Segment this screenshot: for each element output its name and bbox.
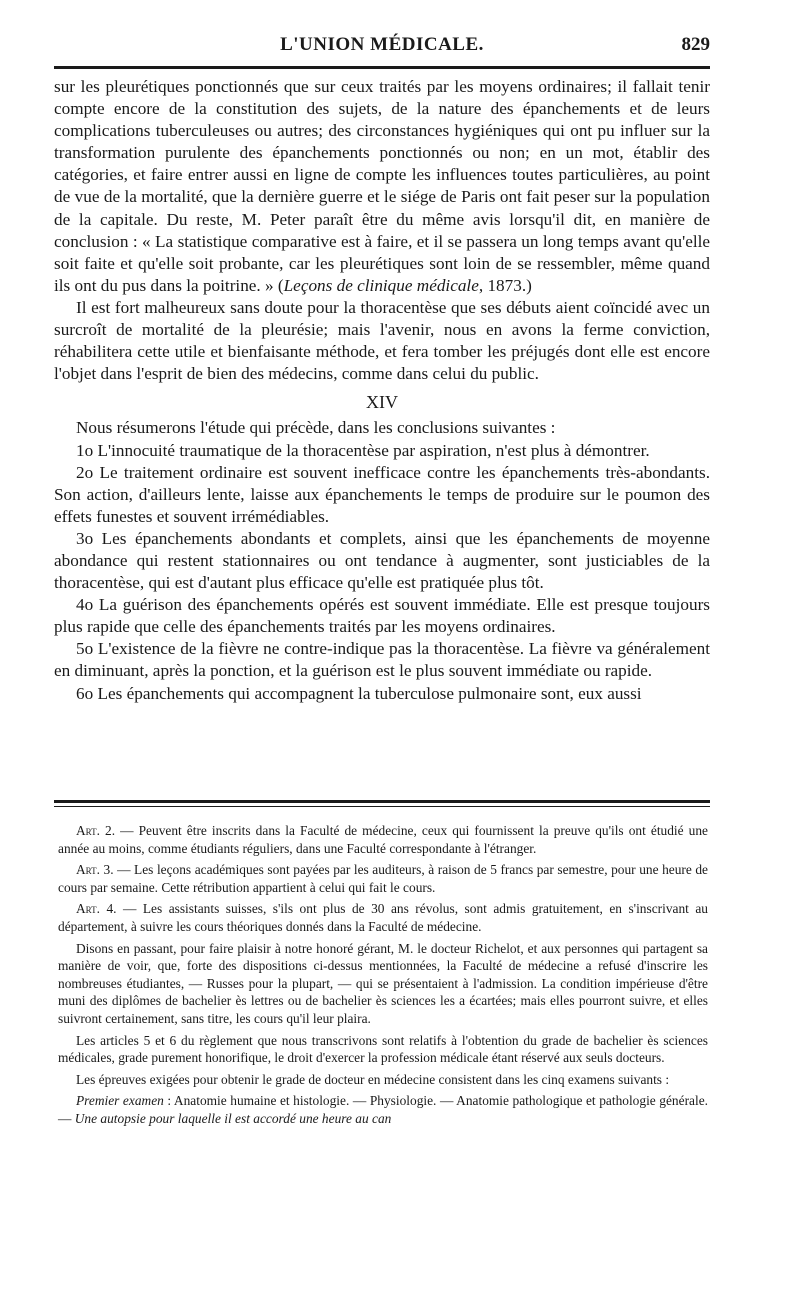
- article-3-text: — Les leçons académiques sont payées par les auditeurs, à raison de 5 francs par semestre, pour une heure de cours par semaine. Cette rétribution appartient à celui qui fait le cours.: [58, 862, 708, 895]
- article-3: [58, 861, 708, 896]
- running-title: L'UNION MÉDICALE.: [280, 34, 484, 55]
- first-exam: [58, 1092, 708, 1127]
- note-paragraph: Les articles 5 et 6 du règlement que nous transcrivons sont relatifs à l'obtention du grade de bachelier ès sciences médicales, grade purement honorifique, le droit d'exercer la profession médicale étant réservé aux seuls docteurs.: [58, 1032, 708, 1066]
- first-exam-text: : Anatomie humaine et histologie. — Physiologie. — Anatomie pathologique et pathologie générale. —: [58, 1093, 708, 1126]
- conclusions-intro: Nous résumerons l'étude qui précède, dans les conclusions suivantes :: [76, 418, 556, 438]
- feuilleton-text: [58, 822, 708, 1132]
- first-exam-tail: Une autopsie pour laquelle il est accordé une heure au can: [74, 1110, 392, 1126]
- first-exam-label: Premier examen: [76, 1093, 164, 1109]
- article-2: [58, 822, 708, 857]
- page-header: [54, 34, 710, 60]
- conclusion-2: 2o Le traitement ordinaire est souvent inefficace contre les épanchements très-abondants. Son action, d'ailleurs lente, laisse aux épanchements le temps de produire sur le poumon des effets funestes et souvent irrémédiables.: [54, 462, 710, 526]
- page-number: 829: [681, 34, 710, 55]
- section-heading: XIV: [366, 392, 398, 413]
- article-4: [58, 900, 708, 935]
- paragraph-2: Il est fort malheureux sans doute pour la thoracentèse que ses débuts aient coïncidé avec un surcroît de mortalité de la pleurésie; mais l'avenir, nous en avons la ferme conviction, réhabilitera cette utile et bienfaisante méthode, et fera tomber les préjugés dont elle est encore l'objet dans l'esprit de bien des médecins, comme dans celui du public.: [54, 297, 710, 384]
- header-rule: [54, 66, 710, 69]
- article-2-text: — Peuvent être inscrits dans la Faculté de médecine, ceux qui fournissent la preuve qu'ils ont étudié une année au moins, comme étudiants réguliers, dans une Faculté correspondante à l'étranger.: [58, 823, 708, 856]
- paragraph-1: [54, 76, 710, 297]
- conclusion-4: 4o La guérison des épanchements opérés est souvent immédiate. Elle est presque toujours plus rapide que celle des épanchements traités par les moyens ordinaires.: [54, 595, 710, 637]
- note-paragraph: Les épreuves exigées pour obtenir le grade de docteur en médecine consistent dans les cinq examens suivants :: [76, 1071, 670, 1087]
- conclusion-6: 6o Les épanchements qui accompagnent la tuberculose pulmonaire sont, eux aussi: [76, 683, 642, 703]
- conclusion-1: 1o L'innocuité traumatique de la thoracentèse par aspiration, n'est plus à démontrer.: [76, 440, 650, 460]
- main-text: [54, 76, 710, 705]
- citation-title: Leçons de clinique médicale: [283, 275, 479, 295]
- feuilleton-rule-thin: [54, 806, 710, 807]
- paragraph-1-text: sur les pleurétiques ponctionnés que sur ceux traités par les moyens ordinaires; il fallait tenir compte encore de la constitution des sujets, de la nature des épanchements et de leurs complications tuberculeuses ou autres; des circonstances hygiéniques qui ont pu influer sur la transformation purulente des épanchements ponctionnés ou non; en un mot, établir des catégories, et faire entrer aussi en ligne de compte les influences toutes particulières, au point de vue de la mortalité, que la dernière guerre et le siége de Paris ont fait peser sur la population de la capitale. Du reste, M. Peter paraît être du même avis lorsqu'il dit, en manière de conclusion : « La statistique comparative est à faire, et il se passera un long temps avant qu'elle soit faite et qu'elle soit probante, car les pleurétiques sont loin de se ressembler, même quand ils ont du pus dans la poitrine. » (: [54, 77, 710, 295]
- article-2-label: Art. 2.: [76, 823, 116, 838]
- note-paragraph: Disons en passant, pour faire plaisir à notre honoré gérant, M. le docteur Richelot, et aux personnes qui partagent sa manière de voir, que, forte des dispositions ci-dessus mentionnées, la Faculté de médecine a refusé d'inscrire les nombreuses étudiantes, — Russes pour la plupart, — qui se présentaient à l'admission. La condition impérieuse d'être muni des diplômes de bachelier ès lettres ou de bachelier ès sciences les a écartées; mais elles pourront suivre, et elles suivront certainement, sans titre, les cours qu'il leur plaira.: [58, 940, 708, 1026]
- article-4-label: Art. 4.: [76, 901, 117, 917]
- conclusion-5: 5o L'existence de la fièvre ne contre-indique pas la thoracentèse. La fièvre va généralement en diminuant, après la ponction, et la guérison est le plus souvent immédiate ou rapide.: [54, 639, 710, 681]
- feuilleton-rule-thick: [54, 800, 710, 803]
- article-4-text: — Les assistants suisses, s'ils ont plus de 30 ans révolus, sont admis gratuitement, en s'inscrivant au département, à suivre les cours théoriques donnés dans la Faculté de médecine.: [58, 901, 708, 934]
- conclusion-3: 3o Les épanchements abondants et complets, ainsi que les épanchements de moyenne abondance qui restent stationnaires ou ont tendance à augmenter, sont justiciables de la thoracentèse, qui est d'autant plus efficace qu'elle est pratiquée plus tôt.: [54, 528, 710, 593]
- article-3-label: Art. 3.: [76, 862, 114, 878]
- citation-year: , 1873.): [478, 275, 532, 295]
